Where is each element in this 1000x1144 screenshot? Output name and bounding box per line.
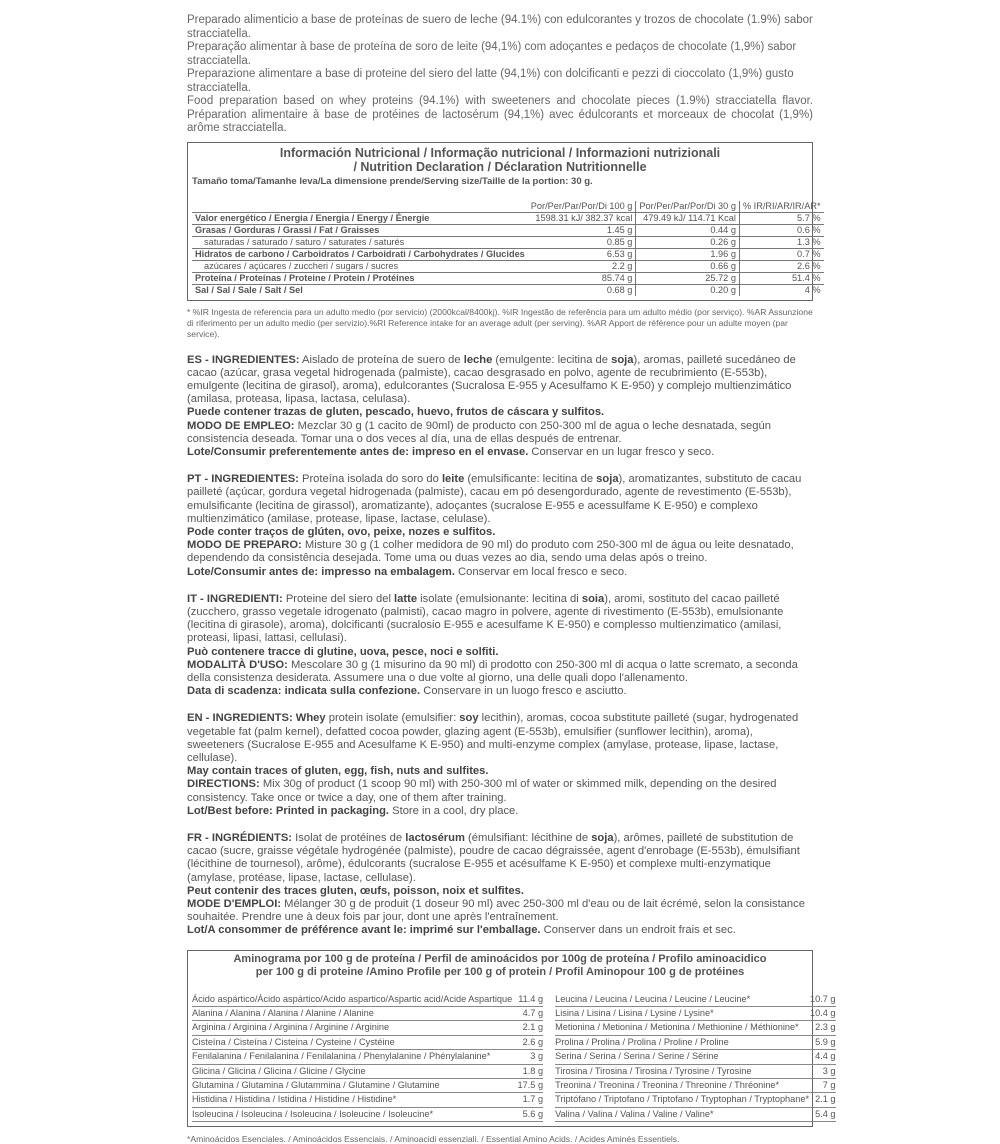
nutrition-table [192,201,824,296]
amino-name: Serina / Serina / Serina / Serine / Sérine [555,1051,719,1062]
nutrition-cell-label: Proteína / Proteínas / Proteine / Protein / Protéines [192,272,528,284]
ingredient-text: lecithin), aromas, cocoa substitute pailleté (sugar, hydrogenated vegetable fat (palm kernel), defatted cocoa powder, glazing agent (E-553b), emulsifier (sunflower lecithin), aroma), sweeteners (Sucralose E-955 and Acesulfame K E-950) and multi-enzyme complex (amylase, protease, lipase, lactase, cellulase). [187,712,799,764]
amino-value: 5.9 g [815,1036,836,1047]
amino-row [555,1079,835,1093]
amino-name: Arginina / Arginina / Arginina / Arginine / Arginine [192,1022,390,1033]
nutrition-row [192,224,824,236]
ingredient-highlight: soia [581,592,605,605]
nutrition-cell-v100: 1598.31 kJ/ 382.37 kcal [535,213,633,223]
product-label [187,14,836,1144]
directions-label: MODO DE EMPLEO: [187,419,295,432]
nutrition-cell-ir: 2.6 % [739,260,823,272]
ingredients-block [187,712,813,818]
ingredient-highlight: soy [459,712,479,725]
intro-it: Preparazione alimentare a base di proteine del siero del latte (94,1%) con dolcificanti e pezzi di cioccolato (1,9%) gusto stracciatella. [187,68,794,94]
amino-value: 4.7 g [522,1008,544,1019]
amino-row [192,1065,543,1079]
allergen-warning: Può contenere tracce di glutine, uova, pesce, noci e solfiti. [187,645,499,658]
directions-text: Mix 30g of product (1 scoop 90 ml) with 250-300 ml of water or skimmed milk, depending on the desired consistency. Take once or twice a day, one of them after training. [187,778,777,804]
nutrition-table-box [187,142,821,301]
amino-row [192,1108,543,1122]
nutrition-row [192,260,824,272]
nutrition-cell-v30: 479.49 kJ/ 114.71 Kcal [636,212,740,224]
directions-text: Mélanger 30 g de produit (1 doseur 90 ml) avec 250-300 ml d'eau ou de lait écrémé, selon la consistance souhaitée. Prendre une à deux fois par jour, dont une après l'entraînement. [187,898,805,924]
nutrition-footnote: * %IR Ingesta de referencia para un adulto medio (por servicio) (2000kcal/8400kj). %IR Ingestão de referência para um adulto médio (por serviço). %AR Assunzione di riferimento per un adulto medio (per servizio).%RI Reference intake for an average adult (per serving). %AR Apport de référence pour un adulte moyen (par service). [187,306,813,339]
amino-name: Glutamina / Glutamina / Glutammina / Glutamine / Glutamine [192,1079,440,1090]
nutrition-row [192,236,824,248]
nutrition-header-cell: % IR/RI/AR/IR/AR* [739,201,823,213]
nutrition-cell-label: saturadas / saturado / saturo / saturates / saturés [192,236,528,248]
ingredient-highlight: soja [596,473,619,486]
amino-value: 4.4 g [815,1051,836,1062]
nutrition-cell-v30: 0.44 g [636,224,740,236]
amino-title-line1: Aminograma por 100 g de proteína / Perfil de aminoácidos por 100g de proteína / Profilo aminoacidico [233,952,767,965]
ingredient-highlight: PT - INGREDIENTES: [187,473,299,486]
lot-label: Data di scadenza: indicata sulla confezione. [187,685,421,698]
amino-name: Triptófano / Triptofano / Triptofano / Tryptophan / Tryptophane* [555,1094,810,1105]
intro-es: Preparado alimenticio a base de proteínas de suero de leche (94.1%) con edulcorantes y trozos de chocolate (1.9%) sabor stracciatella. [187,14,813,40]
nutrition-cell-v30: 25.72 g [636,272,740,284]
allergen-warning: Peut contenir des traces gluten, œufs, poisson, noix et sulfites. [187,884,524,897]
storage-text: Conservar em local fresco e seco. [454,565,628,578]
nutrition-cell-label: Valor energético / Energia / Energia / Energy / Énergie [195,213,430,223]
nutrition-cell-v100: 2.2 g [528,260,636,272]
ingredients-block [187,354,813,460]
amino-row [555,1093,835,1107]
nutrition-cell-label: Hidratos de carbono / Carboidratos / Carboidrati / Carbohydrates / Glucides [192,248,528,260]
amino-row [555,1050,835,1064]
amino-row [192,1036,543,1050]
ingredient-text: (emulsificante: lecitina de [464,473,597,486]
ingredient-text: Isolat de protéines de [292,832,406,844]
ingredient-highlight: leche [463,353,493,366]
directions-label: MODO DE PREPARO: [187,539,302,552]
ingredient-highlight: latte [394,592,418,605]
amino-value: 1.8 g [522,1065,544,1076]
ingredient-text: ), arômes, pailleté de substitution de cacao (sucre, graisse végétale hydrogénée (palmiste), poudre de cacao dégraissée, agent d'enrobage (E-553b), émulsifiant (lécithine de tournesol), arôme), édulcorants (sucralose E-955 et acésulfame K E-950) et complexe multi-enzymatique (amylase, protéase, lipase, lactase, cellulase). [187,832,800,884]
nutrition-row [192,212,824,224]
amino-value: 2.1 g [815,1094,836,1105]
lot-label: Lote/Consumir antes de: impresso na embalagem. [187,565,455,578]
allergen-warning: Pode conter traços de glúten, ovo, peixe, nozes e sulfitos. [187,525,496,538]
amino-column-left [192,993,543,1123]
nutrition-cell-label: Grasas / Gorduras / Grassi / Fat / Graisses [192,224,528,236]
amino-row [192,1079,543,1093]
nutrition-cell-v100: 0.68 g [528,284,636,296]
serving-size: Tamaño toma/Tamanhe leva/La dimensione prende/Serving size/Taille de la portion: 30 g. [192,175,593,187]
ingredient-text: ), aromatizantes, substituto de cacau pailleté (açúcar, gordura vegetal hidrogenada (palmiste), cacau em pó desengordurado, agente de revestimento (E-553b), emulsificante (lecitina de girassol), aromatizante), adoçantes (sucralose E-955 e acessulfame K E-950) e complexo multienzimático (amilase, protease, lipase, lactase, celulase). [187,473,802,525]
amino-name: Ácido aspártico/Ácido aspártico/Acido aspartico/Aspartic acid/Acide Aspartique [192,993,513,1004]
amino-profile-box [187,950,836,1128]
amino-name: Treonina / Treonina / Treonina / Threonine / Thréonine* [555,1079,780,1090]
ingredient-text: Aislado de proteína de suero de [299,353,464,366]
nutrition-row [192,284,824,296]
nutrition-cell-v30: 0.66 g [636,260,740,272]
amino-row [192,1093,543,1107]
nutrition-row [192,272,824,284]
nutrition-header-row [192,201,824,213]
ingredient-text: Proteine del siero del [282,592,395,605]
lot-label: Lote/Consumir preferentemente antes de: impreso en el envase. [187,445,529,458]
ingredient-highlight: lactosérum [405,832,465,844]
amino-name: Lisina / Lisina / Lisina / Lysine / Lysine* [555,1008,714,1019]
nutrition-header-cell: Por/Per/Par/Por/Di 100 g [528,201,636,213]
ingredient-highlight: IT - INGREDIENTI: [187,592,283,605]
amino-row [555,1036,835,1050]
directions-label: MODE D'EMPLOI: [187,898,282,911]
ingredients-section [187,354,813,938]
lot-label: Lot/A consommer de préférence avant le: imprimé sur l'emballage. [187,924,541,937]
directions-label: DIRECTIONS: [187,778,260,791]
amino-value: 3 g [822,1065,836,1076]
amino-value: 2.1 g [522,1022,544,1033]
amino-row [555,1021,835,1035]
ingredient-text: ), aromi, sostituto del cacao pailleté (zucchero, grasso vegetale idrogenato (palmisti), cacao magro in polvere, agente di rivestimento (E-553b), emulsionante (lecitina di girasole), aroma), dolcificanti (sucralosio E-955 e acesulfame K E-950) e complesso multienzimatico (amilasi, proteasi, lipasi, lattasi, cellulasi). [187,592,784,645]
nutrition-cell-label: Sal / Sal / Sale / Salt / Sel [192,284,528,296]
amino-title-line2: per 100 g di proteine /Amino Profile per 100 g of protein / Profil Aminopour 100 g de protéines [255,965,745,978]
ingredient-highlight: soja [611,353,634,366]
amino-value: 2.3 g [815,1022,836,1033]
directions-label: MODALITÀ D'USO: [187,658,288,671]
nutrition-cell-ir: 5.7 % [739,212,823,224]
nutrition-cell-v30: 0.20 g [636,284,740,296]
lot-label: Lot/Best before: Printed in packaging. [187,804,390,817]
nutrition-row [192,248,824,260]
nutrition-title-line1: Información Nutricional / Informação nutricional / Informazioni nutrizionali [279,145,721,160]
intro-en-fr: Food preparation based on whey proteins (94.1%) with sweeteners and chocolate pieces (1.9%) stracciatella flavor. Préparation alimentaire à base de protéines de lactosérum (94,1%) avec édulcorants et morceaux de chocolat (1,9%) arôme stracciatella. [187,95,813,134]
amino-row [192,1007,543,1021]
ingredient-highlight: ES - INGREDIENTES: [187,353,300,366]
storage-text: Conserver dans un endroit frais et sec. [540,924,736,937]
ingredient-text: protein isolate (emulsifier: [325,712,460,725]
amino-name: Valina / Valina / Valina / Valine / Valine* [555,1108,714,1119]
amino-row [192,1021,543,1035]
ingredient-text: isolate (emulsionante: lecitina di [417,592,582,605]
nutrition-cell-v100: 1.45 g [528,224,636,236]
nutrition-cell-ir: 51.4 % [739,272,823,284]
directions-text: Mezclar 30 g (1 cacito de 90ml) de producto con 250-300 ml de agua o leche desnatada, según consistencia deseada. Tomar una o dos veces al día, una de ellas después de entrenar. [187,419,771,445]
nutrition-header-cell: Por/Per/Par/Por/Di 30 g [636,201,740,213]
ingredient-text: ), aromas, pailleté sucedáneo de cacao (azúcar, grasa vegetal hidrogenada (palmiste), cacao desgrasado en polvo, agente de recubrimiento (E-553b), emulgente (lecitina de girasol), aroma), edulcorantes (Sucralosa E-955 y Acesulfamo K E-950) y complejo multienzimático (amilasa, proteasa, lipasa, lactasa, celulasa). [187,353,796,406]
amino-value: 7 g [822,1079,836,1090]
amino-name: Alanina / Alanina / Alanina / Alanine / Alanine [192,1008,374,1019]
ingredients-block [187,593,813,699]
amino-name: Prolina / Prolina / Prolina / Proline / Proline [555,1036,729,1047]
directions-text: Mescolare 30 g (1 misurino da 90 ml) di prodotto con 250-300 ml di acqua o latte scremato, a seconda della consistenza desiderata. Assumere una o due volte al giorno, una delle quali dopo l'allenamento. [187,658,798,684]
amino-row [555,1065,835,1079]
amino-name: Histidina / Histidina / Istidina / Histidine / Histidine* [192,1094,397,1105]
allergen-warning: Puede contener trazas de gluten, pescado, huevo, frutos de cáscara y sulfitos. [187,406,605,419]
amino-name: Leucina / Leucina / Leucina / Leucine / Leucine* [555,993,751,1004]
ingredient-highlight: leite [441,473,465,486]
nutrition-cell-v100: 6.53 g [528,248,636,260]
ingredient-highlight: EN - INGREDIENTS: Whey [187,712,326,725]
amino-row [192,1050,543,1064]
nutrition-header-cell [192,201,528,213]
ingredients-block [187,832,813,938]
amino-row [555,1108,835,1122]
amino-name: Glicina / Glicina / Glicina / Glicine / Glycine [192,1065,366,1076]
amino-value: 1.7 g [522,1094,544,1105]
nutrition-cell-ir: 0.6 % [739,224,823,236]
storage-text: Conservar en un lugar fresco y seco. [528,445,715,458]
nutrition-cell-ir: 0.7 % [739,248,823,260]
amino-value: 2.6 g [522,1036,544,1047]
amino-title [192,953,808,979]
amino-name: Metionina / Metionina / Metionina / Methionine / Méthionine* [555,1022,799,1033]
amino-name: Cisteína / Cisteína / Cisteina / Cysteine / Cystéine [192,1036,395,1047]
ingredient-text: Proteína isolada do soro do [298,473,442,486]
amino-name: Tirosina / Tirosina / Tirosina / Tyrosine / Tyrosine [555,1065,752,1076]
amino-value: 10.7 g [809,993,836,1004]
ingredient-text: (emulgente: lecitina de [492,353,612,366]
storage-text: Store in a cool, dry place. [389,804,519,817]
nutrition-cell-v100: 85.74 g [528,272,636,284]
amino-footnote: *Aminoácidos Esenciales. / Aminoácidos Essenciais. / Aminoacidi essenziali. / Essential Amino Acids. / Acides Aminés Essentiels. [187,1134,680,1144]
amino-name: Fenilalanina / Fenilalanina / Fenilalanina / Phenylalanine / Phénylalanine* [192,1051,491,1062]
nutrition-title-line2: / Nutrition Declaration / Déclaration Nutritionnelle [353,159,647,174]
directions-text: Misture 30 g (1 colher medidora de 90 ml) do produto com 250-300 ml de água ou leite desnatado, dependendo da consistência desejada. Tome uma ou duas vezes ao dia, sendo uma delas após o treino. [187,539,794,565]
nutrition-cell-v30: 1.96 g [636,248,740,260]
nutrition-cell-v100: 0.85 g [528,236,636,248]
ingredients-block [187,473,813,579]
nutrition-cell-ir: 4 % [739,284,823,296]
amino-value: 3 g [530,1051,544,1062]
nutrition-cell-label: azúcares / açúcares / zuccheri / sugars / sucres [192,260,528,272]
ingredient-highlight: FR - INGRÉDIENTS: [187,832,293,844]
amino-value: 10.4 g [809,1008,836,1019]
amino-value: 17.5 g [517,1079,544,1090]
amino-value: 5.4 g [815,1108,836,1119]
amino-value: 5.6 g [522,1108,544,1119]
amino-row [555,1007,835,1021]
storage-text: Conservare in un luogo fresco e asciutto. [420,685,627,698]
nutrition-cell-v30: 0.26 g [636,236,740,248]
nutrition-cell-ir: 1.3 % [739,236,823,248]
allergen-warning: May contain traces of gluten, egg, fish, nuts and sulfites. [187,765,489,778]
nutrition-title [192,146,808,174]
intro-pt: Preparação alimentar à base de proteína de soro de leite (94,1%) com adoçantes e pedaços de chocolate (1,9%) sabor stracciatella. [187,41,797,67]
amino-value: 11.4 g [518,993,544,1004]
amino-column-right [555,993,835,1123]
amino-name: Isoleucina / Isoleucina / Isoleucina / Isoleucine / Isoleucine* [192,1108,434,1119]
intro-description [187,14,813,136]
ingredient-text: (émulsifiant: lécithine de [464,832,592,844]
ingredient-highlight: soja [591,832,614,844]
